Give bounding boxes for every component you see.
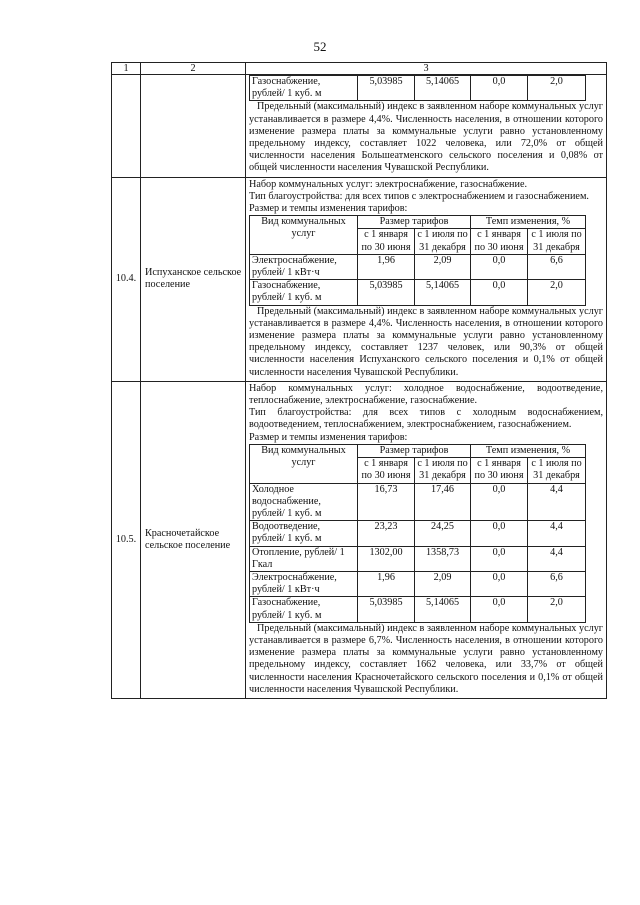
tariff-second-half: 5,14065 [415,597,471,622]
limit-index-text: Предельный (максимальный) индекс в заявленном наборе коммунальных услуг устанавливается в размере 4,4%. Численность населения, в отношении которого изменение размера платы за коммунальные услуги равно установленному предельному индексу, составляет 1022 человека, или 72,0% от общей численности населения Большеатменского сельского поселения и 0,08% от общей численности населения Чувашской Республики. [249,101,603,174]
tariff-second-half: 2,09 [415,571,471,596]
tariff-row [250,571,586,596]
tariff-first-half: 5,03985 [358,597,415,622]
improvement-type: Тип благоустройства: для всех типов с электроснабжением и газоснабжением. [249,190,589,202]
tariff-second-half: 5,14065 [415,76,471,101]
period-4: с 1 июля по 31 декабря [528,458,586,483]
rate-second-half: 6,6 [528,254,586,279]
period-3: с 1 января по 30 июня [471,458,528,483]
limit-index-text: Предельный (максимальный) индекс в заявленном наборе коммунальных услуг устанавливается в размере 6,7%. Численность населения, в отношении которого изменение размера платы за коммунальные услуги равно установленному предельному индексу, составляет 1662 человека, или 33,7% от общей численности населения Красночетайского сельского поселения и 0,1% от общей численности населения Чувашской Республики. [249,622,603,695]
rate-header: Темп изменения, % [471,444,586,457]
period-1: с 1 января по 30 июня [358,458,415,483]
inner-tariff-table [249,215,586,305]
continuation-row [112,75,607,178]
service-name: Холодное водоснабжение, рублей/ 1 куб. м [250,483,358,521]
service-name: Электроснабжение, рублей/ 1 кВт·ч [250,571,358,596]
improvement-type: Тип благоустройства: для всех типов с холодным водоснабжением, водоотведением, теплоснабжением, электроснабжением, газоснабжением. [249,407,603,431]
section-row-10-5 [112,381,607,698]
settlement-name: Испуханское сельское поселение [141,177,246,381]
period-4: с 1 июля по 31 декабря [528,229,586,254]
kind-header: Вид коммунальных услуг [250,444,358,483]
section-row-10-4 [112,177,607,381]
tariff-first-half: 23,23 [358,521,415,546]
continuation-inner-table [249,75,586,101]
services-set: Набор коммунальных услуг: электроснабжение, газоснабжение. [249,178,528,190]
tariff-row [250,521,586,546]
size-header: Размер тарифов [358,216,471,229]
service-name: Водоотведение, рублей/ 1 куб. м [250,521,358,546]
services-set: Набор коммунальных услуг: холодное водоснабжение, водоотведение, теплоснабжение, электроснабжение, газоснабжение. [249,382,603,407]
kind-header: Вид коммунальных услуг [250,216,358,255]
tariff-first-half: 16,73 [358,483,415,521]
limit-index-text: Предельный (максимальный) индекс в заявленном наборе коммунальных услуг устанавливается в размере 4,4%. Численность населения, в отношении которого изменение размера платы за коммунальные услуги равно установленному предельному индексу, составляет 1237 человек, или 90,3% от общей численности населения Испуханского сельского поселения и 0,1% от общей численности населения Чувашской Республики. [249,305,603,378]
rate-first-half: 0,0 [471,254,528,279]
tariff-sizes-label: Размер и темпы изменения тарифов: [249,431,408,443]
rate-second-half: 2,0 [528,597,586,622]
service-name: Электроснабжение, рублей/ 1 кВт·ч [250,254,358,279]
tariff-row [250,546,586,571]
section-number: 10.4. [112,177,141,381]
rate-first-half: 0,0 [471,76,528,101]
service-name: Отопление, рублей/ 1 Гкал [250,546,358,571]
tariff-first-half: 5,03985 [358,76,415,101]
period-2: с 1 июля по 31 декабря [415,458,471,483]
period-1: с 1 января по 30 июня [358,229,415,254]
rate-first-half: 0,0 [471,597,528,622]
tariff-table [111,62,607,699]
rate-second-half: 2,0 [528,280,586,305]
service-name: Газоснабжение, рублей/ 1 куб. м [250,597,358,622]
tariff-row [250,483,586,521]
tariff-first-half: 1,96 [358,571,415,596]
header-col-1: 1 [112,63,141,75]
rate-second-half: 4,4 [528,546,586,571]
tariff-first-half: 1302,00 [358,546,415,571]
size-header: Размер тарифов [358,444,471,457]
tariff-row [250,280,586,305]
inner-tariff-table [249,444,586,623]
rate-second-half: 4,4 [528,483,586,521]
rate-second-half: 6,6 [528,571,586,596]
period-3: с 1 января по 30 июня [471,229,528,254]
tariff-second-half: 1358,73 [415,546,471,571]
rate-first-half: 0,0 [471,521,528,546]
tariff-second-half: 24,25 [415,521,471,546]
tariff-row [250,254,586,279]
service-name: Газоснабжение, рублей/ 1 куб. м [250,76,358,101]
tariff-second-half: 2,09 [415,254,471,279]
service-name: Газоснабжение, рублей/ 1 куб. м [250,280,358,305]
tariff-sizes-label: Размер и темпы изменения тарифов: [249,203,408,215]
page-number: 52 [313,39,327,54]
rate-second-half: 4,4 [528,521,586,546]
tariff-first-half: 1,96 [358,254,415,279]
header-col-3: 3 [246,63,607,75]
rate-first-half: 0,0 [471,483,528,521]
period-2: с 1 июля по 31 декабря [415,229,471,254]
rate-header: Темп изменения, % [471,216,586,229]
rate-first-half: 0,0 [471,280,528,305]
rate-first-half: 0,0 [471,546,528,571]
rate-second-half: 2,0 [528,76,586,101]
rate-first-half: 0,0 [471,571,528,596]
section-number: 10.5. [112,381,141,698]
tariff-first-half: 5,03985 [358,280,415,305]
header-col-2: 2 [141,63,246,75]
header-row [112,63,607,75]
tariff-second-half: 17,46 [415,483,471,521]
tariff-row [250,597,586,622]
tariff-second-half: 5,14065 [415,280,471,305]
settlement-name: Красночетайское сельское поселение [141,381,246,698]
tariff-row [250,76,586,101]
